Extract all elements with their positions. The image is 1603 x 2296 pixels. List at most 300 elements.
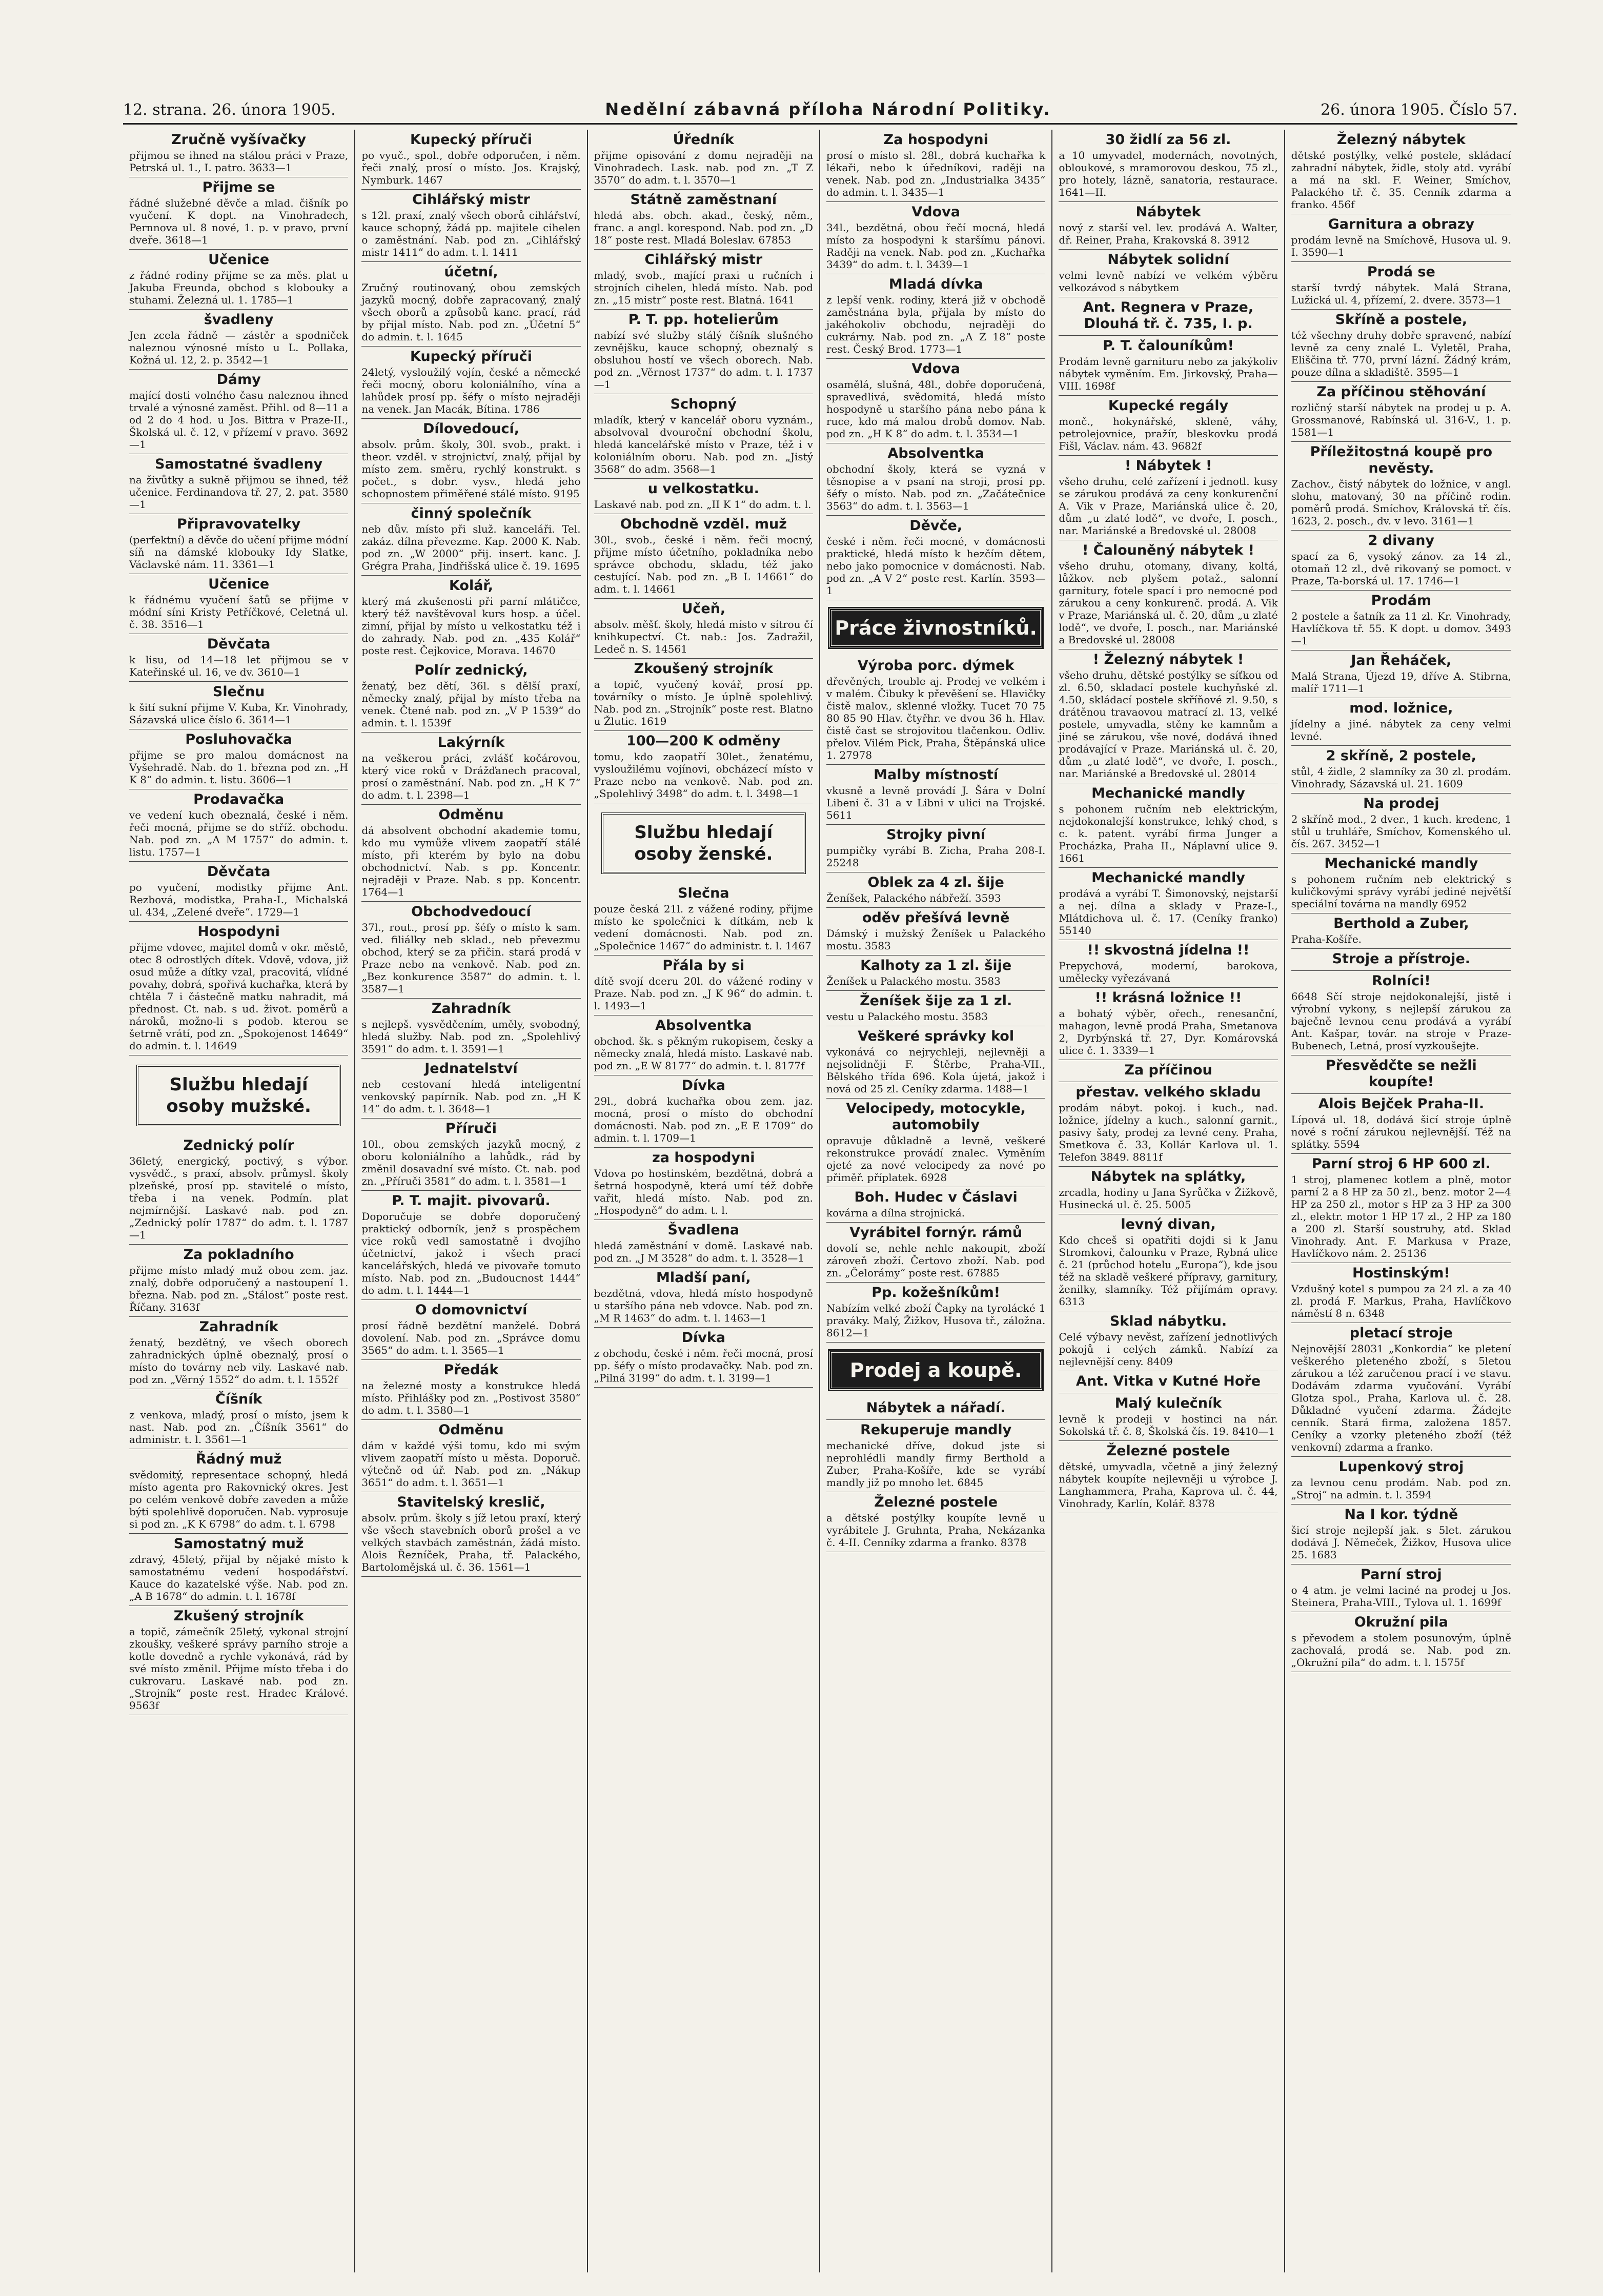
ad-text: 36letý, energický, poctivý, s výbor. vysvědč., s praxí, absolv. průmysl. školy plzeňské, prosí pp. stavitelé o místo, třeba i na venek. Podmín. plat nejmírnější. Laskavé nab. pod zn. „Zednický polír 1787“ do adm. t. l. 1787—1 [129, 1155, 349, 1241]
ad-heading: Mechanické mandly [1091, 785, 1245, 801]
ad-text: Ženíšek u Palackého mostu. 3583 [826, 975, 1001, 987]
ad-heading: Železné postele [874, 1494, 998, 1510]
classified-ad [594, 394, 813, 479]
classified-ad [129, 1606, 348, 1715]
ad-text: bezdětná, vdova, hledá místo hospodyně u staršího pána neb vdovce. Nab. pod zn. „M R 1463“ do adm. t. l. 1463—1 [594, 1287, 813, 1324]
classified-ad [826, 825, 1045, 872]
ad-text: Jen zcela řádně — zástěr a spodniček naleznou výnosné místo u L. Pollaka, Kožná ul. 12, 2. p. 3542—1 [129, 329, 349, 366]
classified-ad [129, 130, 348, 177]
classified-ad [1291, 1505, 1511, 1564]
classified-ad [129, 454, 348, 514]
ad-text: k řádnému vyučení šatů se přijme v módní síni Kristy Petříčkové, Celetná ul. č. 38. 3516—1 [129, 594, 349, 631]
ad-text: rozličný starší nábytek na prodej u p. A. Grossmanové, Rabínská ul. 316-V., 1. p. 1581—1 [1291, 401, 1511, 438]
ad-text: všeho druhu, dětské postýlky se síťkou od zl. 6.50, skladací postele kuchyňské zl. 4.50, skládací postele skříňové zl. 9.50, s drátěnou travaovou matrací zl. 13, velké postele, umyvadla, stěny ke kamnům a jiné se zárukou, vše nové, dodává ihned prodávající v Praze. Mariánská ul. č. 20, dům „u zlaté lodě“, ve dvoře, I. posch., nar. Mariánské a Bredovské ul. 28014 [1059, 669, 1278, 780]
ad-text: dovolí se, nehle nehle nakoupit, zboží zároveň zboží. Čertovo zboží. Nab. pod zn. „Čelorámy“ poste rest. 67885 [826, 1242, 1046, 1279]
classified-ad [594, 190, 813, 250]
ad-text: velmi levně nabízí ve velkém výběru velkozávod s nábytkem [1059, 269, 1278, 294]
ad-heading: Úředník [673, 132, 734, 148]
ad-heading: Pp. kožešníkům! [871, 1285, 1001, 1301]
ad-text: prodává a vyrábí T. Šimonovský, nejstarší a nej. dílna a sklady v Praze-I., Mlátdichova ul. č. 17. (Ceníky franko) 55140 [1059, 887, 1278, 937]
classified-ad [1291, 531, 1511, 591]
ad-heading: Předák [443, 1362, 499, 1378]
ad-heading: Učeň, [681, 601, 726, 617]
ad-heading: Mechanické mandly [1091, 870, 1245, 886]
ad-text: Celé výbavy nevěst, zařízení jednotlivých pokojů i celých zámků. Nabízí za nejlevnější ceny. 8409 [1059, 1331, 1278, 1368]
ad-text: Nabízím velké zboží Čapky na tyrolácké 1 praváky. Malý, Žižkov, Husova tř., záložna. 8612—1 [826, 1302, 1046, 1339]
classified-ad [1291, 651, 1511, 698]
section-heading: Službu hledají osoby mužské. [136, 1065, 341, 1126]
ad-text: ženatý, bez dětí, 36l. s dělší praxí, německy znalý, přijal by místo třeba na venek. Čtené nab. pod zn. „V P 1539“ do admin. t. l. 1539f [361, 680, 581, 729]
classified-ad [361, 1300, 580, 1360]
ad-heading: Kupecké regály [1108, 398, 1229, 414]
ad-text: vkusně a levně provádí J. Šára v Dolní Libeni č. 31 a v Libni v ulici na Trojské. 5611 [826, 784, 1046, 821]
column-5 [1052, 130, 1285, 2272]
classified-ad [361, 190, 580, 262]
ad-heading: Slečnu [212, 684, 265, 700]
section-banner: Práce živnostníků. [829, 608, 1042, 647]
ad-text: s pohonem ručním neb elektrickým, nejdokonalejší konstrukce, lehký chod, s c. k. patent. vyrábí firma Junger a Procházka, Praha II., Náplavní ulice 9. 1661 [1059, 803, 1278, 864]
column-3 [588, 130, 820, 2272]
classified-ad [594, 1220, 813, 1268]
classified-ad [1059, 336, 1277, 396]
ad-text: po vyučení, modistky přijme Ant. Rezbová, modistka, Praha-I., Michalská ul. 434, „Zelené dveře“. 1729—1 [129, 881, 349, 918]
ad-heading: Přijme se [202, 179, 275, 195]
ad-heading: Státně zaměstnaní [630, 192, 777, 208]
classified-ad [361, 130, 580, 190]
ad-text: Laskavé nab. pod zn. „II K 1“ do adm. t. l. [594, 498, 811, 511]
classified-ad [129, 922, 348, 1055]
classified-ad [1059, 988, 1277, 1060]
classified-ad [1291, 310, 1511, 382]
ad-text: absolv. prům. školy, 30l. svob., prakt. i theor. vzděl. v strojnictví, znalý, přijal by místo zem. směru, rychlý konstrukt. s počet., s dobr. vysv., hledá jeho schopnostem přiměřené stálé místo. 9195 [361, 438, 581, 500]
classified-ad [361, 902, 580, 999]
ad-heading: Nábytek na splátky, [1090, 1169, 1246, 1185]
classified-ad [594, 956, 813, 1015]
classified-ad [1291, 382, 1511, 442]
ad-text: a bohatý výběr, ořech., renesanční, mahagon, levně prodá Praha, Smetanova 2, Dyrbýnská tř. 27, Dyr. Komárovská ulice č. 1. 3339—1 [1059, 1007, 1278, 1056]
classified-ad [1059, 649, 1277, 783]
classified-ad [129, 789, 348, 862]
ad-heading: Rekuperuje mandly [860, 1422, 1012, 1438]
ad-text: dítě svojí dceru 20l. do vážené rodiny v Praze. Nab. pod zn. „J K 96“ do admin. t. l. 1493—1 [594, 975, 813, 1012]
header-date-right: 26. února 1905. Číslo 57. [1321, 101, 1517, 119]
ad-heading: Zahradník [199, 1319, 278, 1335]
ad-text: ženatý, bezdětný, ve všech oborech zahradnických úplně obeznalý, prosí o místo do továrny neb vily. Laskavé nab. pod zn. „Věrný 1552“ do adm. t. l. 1552f [129, 1336, 349, 1386]
ad-heading: Zahradník [431, 1001, 511, 1017]
ad-text: prosí o místo sl. 28l., dobrá kuchařka k lékaři, nebo k úředníkovi, raději na venek. Nab. pod zn. „Industrialka 3435“ do admin. t. l. 3435—1 [826, 149, 1046, 198]
ad-heading: Cihlářský mistr [412, 192, 530, 208]
classified-ad [361, 1360, 580, 1420]
classified-ad [129, 862, 348, 922]
ad-heading: Výroba porc. dýmek [857, 658, 1014, 674]
ad-text: dětské postýlky, velké postele, skládací zahradní nábytek, židle, stoly atd. vyrábí a má na skl. F. Weiner, Smíchov, Palackého tř. č. 35. Cenník zdarma a franko. 456f [1291, 149, 1511, 211]
ad-heading: ! Nábytek ! [1124, 458, 1212, 474]
ad-heading: Alois Bejček Praha-II. [1318, 1096, 1485, 1112]
classified-ad [594, 1328, 813, 1388]
ad-text: za levnou cenu prodám. Nab. pod zn. „Stroj“ na admin. t. l. 3594 [1291, 1476, 1511, 1501]
ad-text: který má zkušenosti při parní mlátičce, který též navštěvoval kurs hosp. a účel. zimní, přijal by místo u velkostatku též i do zahrady. Nab. pod zn. „435 Kolář“ poste rest. Čejkovice, Morava. 14670 [361, 595, 581, 657]
ad-heading: 2 divany [1368, 533, 1435, 548]
ad-text: o 4 atm. je velmi laciné na prodej u Jos. Steinera, Praha-VIII., Tylova ul. 1. 1699f [1291, 1584, 1511, 1609]
ad-heading: !! krásná ložnice !! [1094, 990, 1242, 1006]
ad-text: Zachov., čistý nábytek do ložnice, v angl. slohu, matovaný, 30 na příčině rodin. poměrů prodá. Smíchov, Královská tř. čís. 1623, 2. posch., dv. v levo. 3161—1 [1291, 478, 1511, 527]
ad-heading: Železné postele [1106, 1443, 1230, 1459]
ad-text: z venkova, mladý, prosí o místo, jsem k nast. Nab. pod zn. „Číšník 3561“ do administr. t. l. 3561—1 [129, 1409, 349, 1446]
ad-text: Zručný routinovaný, obou zemských jazyků mocný, dobře zapracovaný, znalý všech oborů a způsobů kanc. prací, rád by přijal místo. Nab. pod zn. „Účetní 5“ do admin. t. l. 1645 [361, 281, 581, 343]
ad-heading: P. T. pp. hotelierům [628, 312, 779, 328]
ad-heading: Za příčinou stěhování [1316, 384, 1486, 400]
ad-heading: Mechanické mandly [1324, 856, 1478, 871]
ad-text: všeho druhu, otomany, divany, koltá, lůžkov. neb plyšem potaž., salonní garnitury, fotele spací i pro nemocné pod zárukou a ceny konkurenč. prodá. A. Vik v Praze, Mariánská ul. č. 20, dům „u zlaté lodě“, ve dvoře, I. posch., nar. Mariánské a Bredovské ul. 28008 [1059, 560, 1278, 646]
ad-columns [123, 130, 1517, 2272]
ad-text: vykonává co nejrychleji, nejlevněji a nejsolidněji F. Štěrbe, Praha-VII., Bělského třída 696. Kola újetá, jakož i nová od 25 zl. Ceníky zdarma. 1488—1 [826, 1046, 1046, 1095]
classified-ad [594, 731, 813, 803]
ad-heading: Okružní pila [1354, 1614, 1448, 1630]
classified-ad [1059, 396, 1277, 456]
ad-heading: Sklad nábytku. [1109, 1313, 1227, 1329]
classified-ad [826, 1492, 1045, 1552]
classified-ad [1059, 1311, 1277, 1371]
ad-heading: Na I kor. týdně [1344, 1507, 1458, 1522]
ad-heading: !! skvostná jídelna !! [1087, 942, 1250, 958]
ad-text: mladý, svob., mající praxi u ručních i strojních cihelen, hledá místo. Nab. pod zn. „15 mistr“ poste rest. Blatná. 1641 [594, 269, 813, 306]
classified-ad [361, 347, 580, 419]
classified-ad [1059, 1167, 1277, 1214]
ad-heading: Děvče, [909, 518, 963, 534]
classified-ad [129, 634, 348, 682]
ad-text: svědomitý, representace schopný, hledá místo agenta pro Rakovnický okres. Jest po celém venkově dobře zaveden a může býti spolehlivě doporučen. Nab. vyprosuje si pod zn. „K K 6798“ do adm. t. l. 6798 [129, 1469, 349, 1530]
ad-text: a topič, zámečník 25letý, vykonal strojní zkoušky, veškeré správy parního stroje a kotle dovedně a rychle vykonává, rád by své místo změnil. Přijme místo třeba i do cukrovaru. Laskavé nab. pod zn. „Strojník“ poste rest. Hradec Králové. 9563f [129, 1626, 349, 1712]
ad-text: neb dův. místo při služ. kanceláři. Tel. zakáz. dílna převezme. Kap. 2000 K. Nab. pod zn. „W 2000“ přij. insert. kanc. J. Grégra Praha, Jindřišská ulice č. 19. 1695 [361, 523, 581, 572]
ad-heading: činný společník [411, 505, 532, 521]
ad-text: všeho druhu, celé zařízení i jednotl. kusy se zárukou prodává za ceny konkurenční A. Vik v Praze, Mariánská ulice č. 20, dům „u zlaté lodě“, ve dvoře, I. posch., nar. Mariánské a Bredovské ul. 28008 [1059, 475, 1278, 537]
ad-heading: Schopný [670, 396, 737, 412]
ad-heading: Stavitelský kreslič, [397, 1494, 545, 1510]
ad-heading: Kupecký příruči [410, 132, 532, 148]
ad-text: na železné mosty a konstrukce hledá místo. Přihlášky pod zn. „Postivost 3580“ do adm. t. l. 3580—1 [361, 1379, 581, 1416]
ad-text: přijme opisování z domu nejraději na Vinohradech. Lask. nab. pod zn. „T Z 3570“ do adm. t. l. 3570—1 [594, 149, 813, 186]
ad-text: dá absolvent obchodní akademie tomu, kdo mu vymůže vlivem zaopatří stálé místo, při kterém by bylo na dobu obchodnictví. Nab. s pp. Koncentr. nejraději v Praze. Nab. s pp. Koncentr. 1764—1 [361, 824, 581, 898]
ad-heading: Zkoušený strojník [634, 661, 774, 677]
ad-text: po vyuč., spol., dobře odporučen, i něm. řeči znalý, prosí o místo. Jos. Krajský, Nymburk. 1467 [361, 149, 581, 186]
ad-heading: Oblek za 4 zl. šije [867, 875, 1004, 890]
classified-ad [1059, 868, 1277, 940]
ad-heading: Prodám [1371, 593, 1431, 608]
ad-heading: Za příčinou [1124, 1062, 1212, 1078]
classified-ad [1059, 130, 1277, 202]
ad-heading: mod. ložnice, [1349, 700, 1453, 716]
ad-text: nový z starší vel. lev. prodává A. Walter, dř. Reiner, Praha, Krakovská 8. 3912 [1059, 221, 1278, 246]
ad-text: spací za 6, vysoký zánov. za 14 zl., otomaň 12 zl., dvě rikovaný se pomoct. v Praze, Ta-borská ul. 17. 1746—1 [1291, 550, 1511, 587]
ad-text: 10l., obou zemských jazyků mocný, z oboru koloniálního a lahůdk., rád by změnil dosavadní své místo. Ct. nab. pod zn. „Příruči 3581“ do adm. t. l. 3581—1 [361, 1138, 581, 1187]
classified-ad [129, 1317, 348, 1389]
classified-ad [129, 729, 348, 789]
ad-text: a 10 umyvadel, modernách, novotných, obloukové, s mramorovou deskou, 75 zl., pro hotely, lázně, sanatoria, restaurace. 1641—II. [1059, 149, 1278, 198]
ad-heading: Jednatelství [424, 1061, 518, 1076]
ad-heading: Absolventka [655, 1018, 752, 1033]
ad-heading: Švadlena [667, 1222, 740, 1238]
ad-text: hledá zaměstnání v domě. Laskavé nab. pod zn. „J M 3528“ do adm. t. l. 3528—1 [594, 1240, 813, 1264]
ad-text: mladík, který v kancelář oboru vyznám., absolvoval dvouroční obchodní školu, hledá kancelářské místo v Praze, též i v koloniálním oboru. Nab. pod zn. „Jistý 3568“ do adm. 3568—1 [594, 414, 813, 475]
classified-ad [594, 599, 813, 659]
classified-ad [826, 956, 1045, 991]
header-date-left: 12. strana. 26. února 1905. [123, 101, 336, 119]
classified-ad [826, 202, 1045, 274]
ad-text: Dámský i mužský Ženíšek u Palackého mostu. 3583 [826, 927, 1046, 952]
ad-heading: Za hospodyni [883, 132, 988, 148]
classified-ad [826, 443, 1045, 516]
classified-ad [1291, 262, 1511, 310]
ad-heading: Lupenkový stroj [1338, 1459, 1464, 1475]
classified-ad [826, 1283, 1045, 1343]
ad-heading: Malby místností [874, 767, 999, 783]
ad-text: Ženíšek, Palackého nábřeží. 3593 [826, 892, 1001, 904]
classified-ad [826, 516, 1045, 600]
classified-ad [594, 1148, 813, 1220]
ad-heading: Železný nábytek [1336, 132, 1466, 148]
ad-text: pumpičky vyrábí B. Zicha, Praha 208-I. 25248 [826, 844, 1046, 869]
classified-ad [1059, 1214, 1277, 1311]
ad-text: přijme vdovec, majitel domů v okr. městě, otec 8 odrostlých dítek. Vdově, vdova, již osud může a dítky vzal, pracovitá, vlídné povahy, dobrá, spořivá kuchařka, která by chtěla 7 i částečně matku nahradit, má přednost. Ct. nab. s ud. život. poměrů a nároků, možno-li s podob. kterou se šetrně vrátí, pod zn. „Spokojenost 14649“ do admin. t. l. 14649 [129, 941, 349, 1052]
ad-text: Prodám levně garnituru nebo za jakýkoliv nábytek vyměním. Em. Jirkovský, Praha—VIII. 1698f [1059, 355, 1278, 392]
classified-ad [361, 1420, 580, 1492]
classified-ad [361, 1119, 580, 1191]
ad-heading: Za pokladního [183, 1247, 294, 1263]
ad-heading: Zručně vyšívačky [171, 132, 307, 148]
ad-text: ve vedení kuch obeznalá, české i něm. řeči mocná, přijme se do stříž. obchodu. Nab. pod zn. „A M 1757“ do admin. t. listu. 1757—1 [129, 809, 349, 858]
ad-heading: P. T. čalouníkům! [1103, 338, 1234, 354]
ad-text: vestu u Palackého mostu. 3583 [826, 1010, 988, 1023]
ad-heading: Na prodej [1363, 796, 1439, 811]
classified-ad [594, 883, 813, 956]
ad-text: tomu, kdo zaopatří 30let., ženatému, vysloužilému vojínovi, obcházecí místo v Praze nebo na venkově. Nab. pod zn. „Spolehlivý 3498“ do adm. t. l. 3498—1 [594, 750, 813, 800]
classified-ad [1291, 746, 1511, 794]
classified-ad [1059, 202, 1277, 250]
classified-ad [1291, 1457, 1511, 1505]
classified-ad [1291, 1612, 1511, 1672]
column-6 [1285, 130, 1517, 2272]
classified-ad [594, 514, 813, 599]
classified-ad [129, 1449, 348, 1534]
ad-text: řádné služebné děvče a mlad. čišník po vyučení. K dopt. na Vinohradech, Pernnova ul. 8 nové, 1. p. v pravo, první dveře. 3618—1 [129, 197, 349, 246]
ad-text: dám v každé výši tomu, kdo mi svým vlivem zaopatří místo u města. Doporuč. výtečně od úř. Nab. pod zn. „Nákup 3651“ do adm. t. l. 3651—1 [361, 1439, 581, 1489]
classified-ad [361, 999, 580, 1059]
ad-text: pouze česká 21l. z vážené rodiny, přijme místo ke společnici k dítkám, neb k vedení domácnosti. Nab. pod zn. „Společnice 1467“ do administr. t. l. 1467 [594, 903, 813, 952]
ad-heading: Samostatný muž [173, 1536, 304, 1552]
ad-heading: Samostatné švadleny [155, 456, 323, 472]
ad-text: 1 stroj, plamenec kotlem a plně, motor parní 2 a 8 HP za 50 zl., benz. motor 2—4 HP za 250 zl., motor s HP za 3 HP za 300 zl., elektr. motor 1 HP 17 zl., 2 HP za 180 a 200 zl. Starší soustruhy, atd. Sklad Vinohrady. Ant. F. Markusa v Praze, Havlíčkovo nám. 2. 25136 [1291, 1173, 1511, 1259]
classified-ad [129, 574, 348, 634]
ad-heading: Vdova [911, 361, 960, 377]
ad-heading: za hospodyni [652, 1150, 755, 1166]
ad-text: Vdova po hostinském, bezdětná, dobrá a šetrná hospodyně, která umí též dobře vařit, hledá místo. Nab. pod zn. „Hospodyně“ do adm. t. l. [594, 1167, 813, 1216]
ad-heading: Prodavačka [193, 791, 285, 807]
ad-heading: přestav. velkého skladu [1076, 1084, 1261, 1100]
ad-text: 6648 Sčí stroje nejdokonalejší, jistě i výrobní vykony, s nejlepší zárukou za baječně levnou cenu prodává a vyrábí Ant. Kašpar, továr. na stroje v Praze-Bubenech, Letná, prosí vyzkoušejte. [1291, 990, 1511, 1052]
ad-text: hledá abs. obch. akad., český, něm., franc. a angl. korespond. Nab. pod zn. „D 18“ poste rest. Mladá Boleslav. 67853 [594, 209, 813, 246]
ad-heading: Učenice [208, 252, 270, 268]
ad-heading: Rolníci! [1372, 973, 1431, 989]
ad-text: 2 skříně mod., 2 dver., 1 kuch. kredenc, 1 stůl u truhláře, Smíchov, Komenského ul. čís. 267. 3452—1 [1291, 813, 1511, 850]
ad-heading: Odměnu [438, 1422, 504, 1438]
ad-text: prosí řádně bezdětní manželé. Dobrá dovolení. Nab. pod zn. „Správce domu 3565“ do adm. t. l. 3565—1 [361, 1319, 581, 1356]
ad-text: 29l., dobrá kuchařka obou zem. jaz. mocná, prosí o místo do obchodní domácnosti. Nab. pod zn. „E E 1709“ do admin. t. l. 1709—1 [594, 1095, 813, 1144]
ad-text: z lepší venk. rodiny, která již v obchodě zaměstnána byla, přijala by místo do jakéhokoliv obchodu, nejraději do cukrárny. Nab. pod zn. „A Z 18“ poste rest. Český Brod. 1773—1 [826, 294, 1046, 355]
ad-heading: Obchodně vzděl. muž [620, 516, 787, 532]
ad-heading: Nábytek [1135, 204, 1201, 220]
ad-heading: švadleny [204, 312, 274, 328]
ad-text: Malá Strana, Újezd 19, dříve A. Stibrna, malíř 1711—1 [1291, 670, 1511, 695]
classified-ad [1059, 250, 1277, 297]
ad-text: absolv. měšť. školy, hledá místo v sítrou čí knihkupectví. Ct. nab.: Jos. Zadražil, Ledeč n. S. 14561 [594, 618, 813, 655]
column-1 [123, 130, 355, 2272]
classified-ad [1291, 1094, 1511, 1154]
classified-ad [826, 656, 1045, 765]
classified-ad [129, 177, 348, 250]
ad-text: stůl, 4 židle, 2 slamníky za 30 zl. prodám. Vinohrady, Sázavská ul. 21. 1609 [1291, 765, 1511, 790]
ad-heading: Dívka [681, 1078, 726, 1093]
classified-ad [826, 359, 1045, 443]
ad-heading: Berthold a Zuber, [1333, 916, 1469, 931]
classified-ad [826, 765, 1045, 825]
classified-ad [129, 1534, 348, 1606]
ad-heading: Cihlářský mistr [644, 252, 763, 268]
ad-heading: Zkušený strojník [173, 1608, 304, 1624]
ad-heading: 30 židlí za 56 zl. [1105, 132, 1231, 148]
header-title: Nedělní zábavná příloha Národní Politiky. [605, 99, 1051, 119]
classified-ad [1059, 1441, 1277, 1513]
ad-text: s převodem a stolem posunovým, úplně zachovalá, prodá se. Nab. pod zn. „Okružní pila“ do adm. t. l. 1575f [1291, 1632, 1511, 1669]
ad-heading: Kalhoty za 1 zl. šije [860, 958, 1012, 973]
ad-text: 34l., bezdětná, obou řečí mocná, hledá místo za hospodyni k staršímu pánovi. Raději na venek. Nab. pod zn. „Kuchařka 3439“ do adm. t. l. 3439—1 [826, 221, 1046, 271]
classified-ad [129, 1135, 348, 1245]
ad-text: mající dosti volného času naleznou ihned trvalé a výnosné zaměst. Přihl. od 8—11 a od 2 do 4 hod. u Jos. Bittra v Praze-II., Školská ul. č. 12, v přízemí v pravo. 3692—1 [129, 389, 349, 451]
classified-ad [826, 1187, 1045, 1223]
ad-heading: Dívka [681, 1330, 726, 1346]
classified-ad [1059, 297, 1277, 336]
newspaper-page [123, 92, 1517, 2276]
ad-text: na živůtky a sukně přijmou se ihned, též učenice. Ferdinandova tř. 27, 2. pat. 3580—1 [129, 474, 349, 511]
ad-heading: Ant. Regnera v Praze, Dlouhá tř. č. 735, I. p. [1083, 299, 1254, 332]
ad-text: zdravý, 45letý, přijal by nějaké místo k samostatnému vedení hospodářství. Kauce do kazatelské výše. Nab. pod zn. „A B 1678“ do admin. t. l. 1678f [129, 1553, 349, 1602]
classified-ad [1059, 1393, 1277, 1441]
ad-text: absolv. prům. školy s jíž letou praxí, který vše všech stavebních oborů prošel a ve velkých stavbách zaměstnán, žádá místo. Alois Řezníček, Praha, tř. Palackého, Bartolomějská ul. č. 36. 1561—1 [361, 1512, 581, 1573]
ad-heading: Strojky pivní [886, 827, 986, 843]
ad-heading: Obchodvedoucí [411, 904, 531, 920]
ad-text: 37l., rout., prosí pp. šéfy o místo k sam. ved. filiálky neb sklad., neb převezmu obchod, který se za přičin. stará prodá v Praze nebo na venkově. Nab. pod zn. „Bez konkurence 3587“ do admin. t. l. 3587—1 [361, 921, 581, 995]
ad-heading: Příruči [445, 1121, 497, 1136]
ad-heading: Stroje a přístroje. [1332, 951, 1471, 967]
ad-text: Vzdušný kotel s pumpou za 24 zl. a za 40 zl. prodá F. Markus, Praha, Havlíčkovo náměstí 8 n. 6348 [1291, 1283, 1511, 1319]
ad-text: na veškerou práci, zvlášť kočárovou, který vice roků v Drážďanech pracoval, prosí o zaměstnání. Nab. pod zn. „H K 7“ do adm. t. l. 2398—1 [361, 752, 581, 801]
ad-heading: Skříně a postele, [1335, 312, 1468, 328]
classified-ad [361, 660, 580, 733]
classified-ad [1291, 442, 1511, 531]
ad-heading: levný divan, [1121, 1216, 1216, 1232]
ad-heading: 2 skříně, 2 postele, [1326, 748, 1476, 764]
ad-heading: Mladá dívka [888, 276, 983, 292]
ad-text: starší tvrdý nábytek. Malá Strana, Lužická ul. 4, přízemí, 2. dvere. 3573—1 [1291, 281, 1511, 306]
classified-ad [1291, 591, 1511, 651]
classified-ad [1059, 1082, 1277, 1167]
ad-text: (perfektní) a děvče do učení přijme módní síň na dámské klobouky Idy Slatke, Václavské nám. 11. 3361—1 [129, 534, 349, 571]
classified-ad [1291, 1323, 1511, 1457]
section-banner: Prodej a koupě. [829, 1351, 1042, 1390]
classified-ad [594, 1075, 813, 1148]
ad-heading: Parní stroj 6 HP 600 zl. [1311, 1156, 1491, 1172]
ad-heading: Veškeré správky kol [858, 1028, 1014, 1044]
classified-ad [129, 1389, 348, 1449]
ad-text: a topič, vyučený kovář, prosí pp. továrníky o místo. Je úplně spolehlivý. Nab. pod zn. „Strojník“ poste rest. Blatno u Žlutic. 1619 [594, 678, 813, 727]
classified-ad [826, 872, 1045, 908]
classified-ad [594, 1268, 813, 1328]
ad-text: 30l., svob., české i něm. řeči mocný, přijme místo účetního, pokladníka nebo správce obchodu, skladu, též jako cestující. Nab. pod zn. „B L 14661“ do adm. t. l. 14661 [594, 534, 813, 595]
classified-ad [361, 1191, 580, 1300]
classified-ad [361, 419, 580, 503]
ad-heading: Nábytek solidní [1107, 252, 1229, 268]
ad-text: Prepychová, moderní, barokova, umělecky vyřezávaná [1059, 960, 1278, 984]
masthead [123, 92, 1517, 125]
ad-heading: Kupecký příruči [410, 349, 532, 364]
ad-text: Kdo chceš si opatřiti dojdi si k Janu Stromkovi, čalounku v Praze, Rybná ulice č. 21 (průchod hotelu „Europa“), kde jsou též na skladě veškeré přípravy, garnitury, ženilky, slamníky. Též přijímám opravy. 6313 [1059, 1234, 1278, 1308]
classified-ad [1291, 1154, 1511, 1263]
column-2 [355, 130, 587, 2272]
ad-text: Praha-Košíře. [1291, 933, 1362, 945]
ad-text: 24letý, vysloužilý vojín, české a německé řeči mocný, oboru koloniálního, vína a lahůdek prosí pp. šéfy o místo nejraději na venek. Jan Macák, Bítina. 1786 [361, 366, 581, 415]
ad-text: Doporučuje se dobře doporučený praktický odborník, jenž s prospěchem vice roků vedl samostatně i dvojího účetnictví, jakož i všech prací kancelářských, hledá ve pivovaře tomuto místo. Nab. pod zn. „Budoucnost 1444“ do adm. t. l. 1444—1 [361, 1210, 581, 1296]
ad-heading: Ženíšek šije za 1 zl. [860, 993, 1012, 1009]
classified-ad [129, 1245, 348, 1317]
ad-text: s 12l. praxí, znalý všech oborů cihlářství, kauce schopný, žádá pp. majitele cihelen o zaměstnání. Nab. pod zn. „Cihlářský mistr 1411“ do adm. t. l. 1411 [361, 209, 581, 258]
ad-text: přijme se pro malou domácnost na Vyšehradě. Nab. do 1. března pod zn. „H K 8“ do admin. t. listu. 3606—1 [129, 749, 349, 786]
ad-text: Nejnovější 28031 „Konkordia“ ke pletení veškerého pleteného zboží, s 5letou zárukou a též zaručenou prací i ve stavu. Dodávám zdarma vyučování. Vyrábí Glotza spol., Praha, Karlova ul. č. 28. Důkladné vyučení zdarma. Žádejte cenník. Stará firma, založena 1857. Ceníky a vzorky pleteného zboží (též venkovní) zdarma a franko. [1291, 1343, 1511, 1453]
ad-heading: pletací stroje [1349, 1325, 1453, 1341]
ad-heading: Nábytek a nářadí. [866, 1400, 1006, 1416]
ad-heading: Posluhovačka [185, 732, 292, 747]
classified-ad [1291, 794, 1511, 854]
classified-ad [1059, 456, 1277, 540]
classified-ad [1291, 913, 1511, 949]
classified-ad [1291, 854, 1511, 913]
classified-ad [826, 991, 1045, 1026]
ad-heading: Číšník [215, 1391, 262, 1407]
classified-ad [594, 310, 813, 394]
ad-heading: Polír zednický, [414, 662, 528, 678]
ad-text: 2 postele a šatník za 11 zl. Kr. Vinohrady, Havlíčkova tř. 55. K dopt. u domov. 3493—1 [1291, 610, 1511, 647]
classified-ad [1059, 540, 1277, 649]
ad-text: zrcadla, hodiny u Jana Syrůčka v Žižkově, Husinecká ul. č. 25. 5005 [1059, 1186, 1278, 1211]
ad-heading: Absolventka [887, 445, 984, 461]
ad-heading: Slečna [678, 885, 729, 901]
ad-heading: Dílovedoucí, [422, 421, 519, 437]
ad-heading: Boh. Hudec v Čáslavi [854, 1189, 1018, 1205]
classified-ad [826, 1398, 1045, 1420]
ad-heading: Jan Řeháček, [1351, 653, 1452, 668]
ad-heading: Velocipedy, motocykle, automobily [846, 1101, 1026, 1133]
ad-text: dřevěných, trouble aj. Prodej ve velkém i v malém. Čibuky k převěšení se. Hlavičky čistě malov., sklenné vložky. Tucet 70 75 80 85 90 Hlav. čtyřhr. ve dvou 36 h. Hlav. čistě čast se strojovitou tlačenkou. Odliv. přelov. Vilém Pick, Praha, Štěpánská ulice 1. 27978 [826, 675, 1046, 761]
classified-ad [361, 733, 580, 805]
ad-text: obchodní školy, která se vyzná v těsnopise a v psaní na stroji, prosí pp. šéfy o místo. Nab. pod zn. „Začátečnice 3563“ do adm. t. l. 3563—1 [826, 463, 1046, 512]
ad-text: české i něm. řeči mocné, v domácnosti praktické, hledá místo k hezčím dětem, nebo jako pomocnice v domácnosti. Nab. pod zn. „A V 2“ poste rest. Karlín. 3593—1 [826, 535, 1046, 597]
ad-text: šicí stroje nejlepší jak. s 5let. zárukou dodává J. Němeček, Žižkov, Husova ulice 25. 1683 [1291, 1524, 1511, 1561]
classified-ad [129, 250, 348, 310]
classified-ad [361, 805, 580, 902]
ad-text: Lípová ul. 18, dodává šicí stroje úplně nové s roční zárukou nejlevnější. Též na splátky. 5594 [1291, 1113, 1511, 1150]
classified-ad [826, 1420, 1045, 1492]
ad-text: obchod. šk. s pěkným rukopisem, česky a německy znalá, hledá místo. Laskavé nab. pod zn. „E W 8177“ do admin. t. l. 8177f [594, 1035, 813, 1072]
classified-ad [826, 1026, 1045, 1099]
ad-heading: Příležitostná koupě pro nevěsty. [1310, 444, 1493, 476]
